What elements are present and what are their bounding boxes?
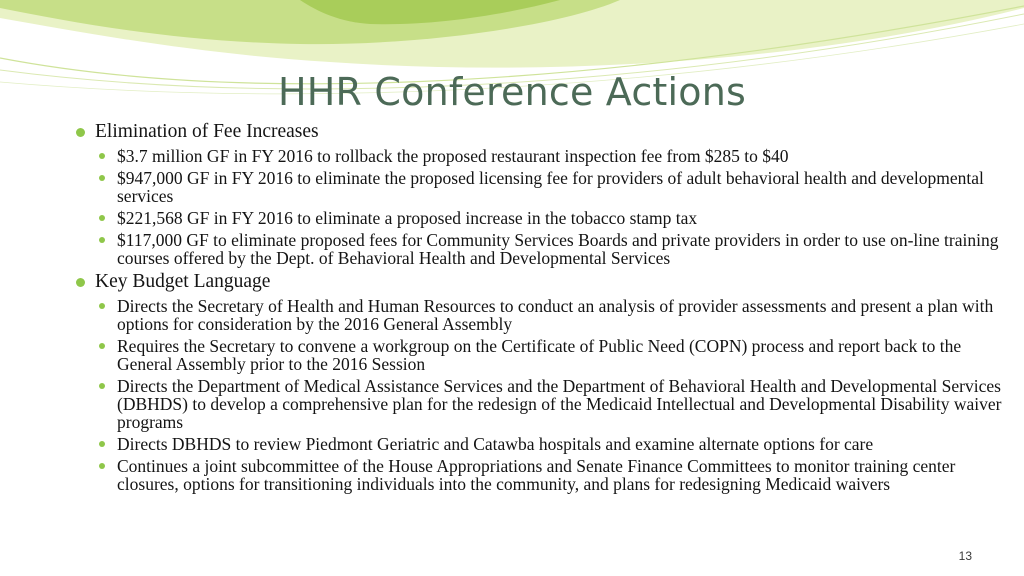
list-item [74, 435, 1004, 453]
slide-title: HHR Conference Actions [277, 70, 747, 114]
bullet-icon [76, 128, 85, 137]
list-item-text: $221,568 GF in FY 2016 to eliminate a proposed increase in the tobacco stamp tax [117, 208, 698, 228]
section-heading-text: Key Budget Language [95, 271, 271, 292]
list-item [74, 209, 1004, 227]
page-number: 13 [958, 549, 972, 563]
bullet-icon [99, 463, 105, 469]
bullet-icon [99, 343, 105, 349]
list-item-text: $947,000 GF in FY 2016 to eliminate the proposed licensing fee for providers of adult behavioral health and developmental services [117, 168, 984, 206]
list-item-text: Directs the Secretary of Health and Human Resources to conduct an analysis of provider assessments and present a plan with options for consideration by the 2016 General Assembly [117, 296, 994, 334]
bullet-icon [99, 303, 105, 309]
list-item-text: Directs the Department of Medical Assistance Services and the Department of Behavioral Health and Developmental Services (DBHDS) to develop a comprehensive plan for the redesign of the Medicaid Intellectual and Developmental Disability waiver programs [117, 376, 1002, 432]
bullet-icon [99, 175, 105, 181]
list-item-text: Continues a joint subcommittee of the House Appropriations and Senate Finance Committees to monitor training center closures, options for transitioning individuals into the community, and plans for redesigning Medicaid waivers [117, 456, 956, 494]
bullet-icon [99, 383, 105, 389]
list-item [74, 231, 1004, 267]
section-heading [74, 271, 1004, 293]
list-item-text: Requires the Secretary to convene a workgroup on the Certificate of Public Need (COPN) process and report back to the General Assembly prior to the 2016 Session [117, 336, 962, 374]
list-item-text: Directs DBHDS to review Piedmont Geriatric and Catawba hospitals and examine alternate options for care [117, 434, 874, 454]
list-item [74, 337, 1004, 373]
list-item [74, 377, 1004, 431]
bullet-icon [99, 237, 105, 243]
list-item [74, 169, 1004, 205]
list-item [74, 297, 1004, 333]
list-item [74, 147, 1004, 165]
bullet-icon [99, 215, 105, 221]
bullet-icon [99, 441, 105, 447]
section-heading [74, 121, 1004, 143]
bullet-icon [76, 278, 85, 287]
list-item [74, 457, 1004, 493]
slide-content [74, 121, 1004, 493]
list-item-text: $117,000 GF to eliminate proposed fees for Community Services Boards and private providers in order to use on-line training courses offered by the Dept. of Behavioral Health and Developmental Services [117, 230, 999, 268]
list-item-text: $3.7 million GF in FY 2016 to rollback the proposed restaurant inspection fee from $285 to $40 [117, 146, 789, 166]
bullet-icon [99, 153, 105, 159]
section-heading-text: Elimination of Fee Increases [95, 121, 319, 142]
